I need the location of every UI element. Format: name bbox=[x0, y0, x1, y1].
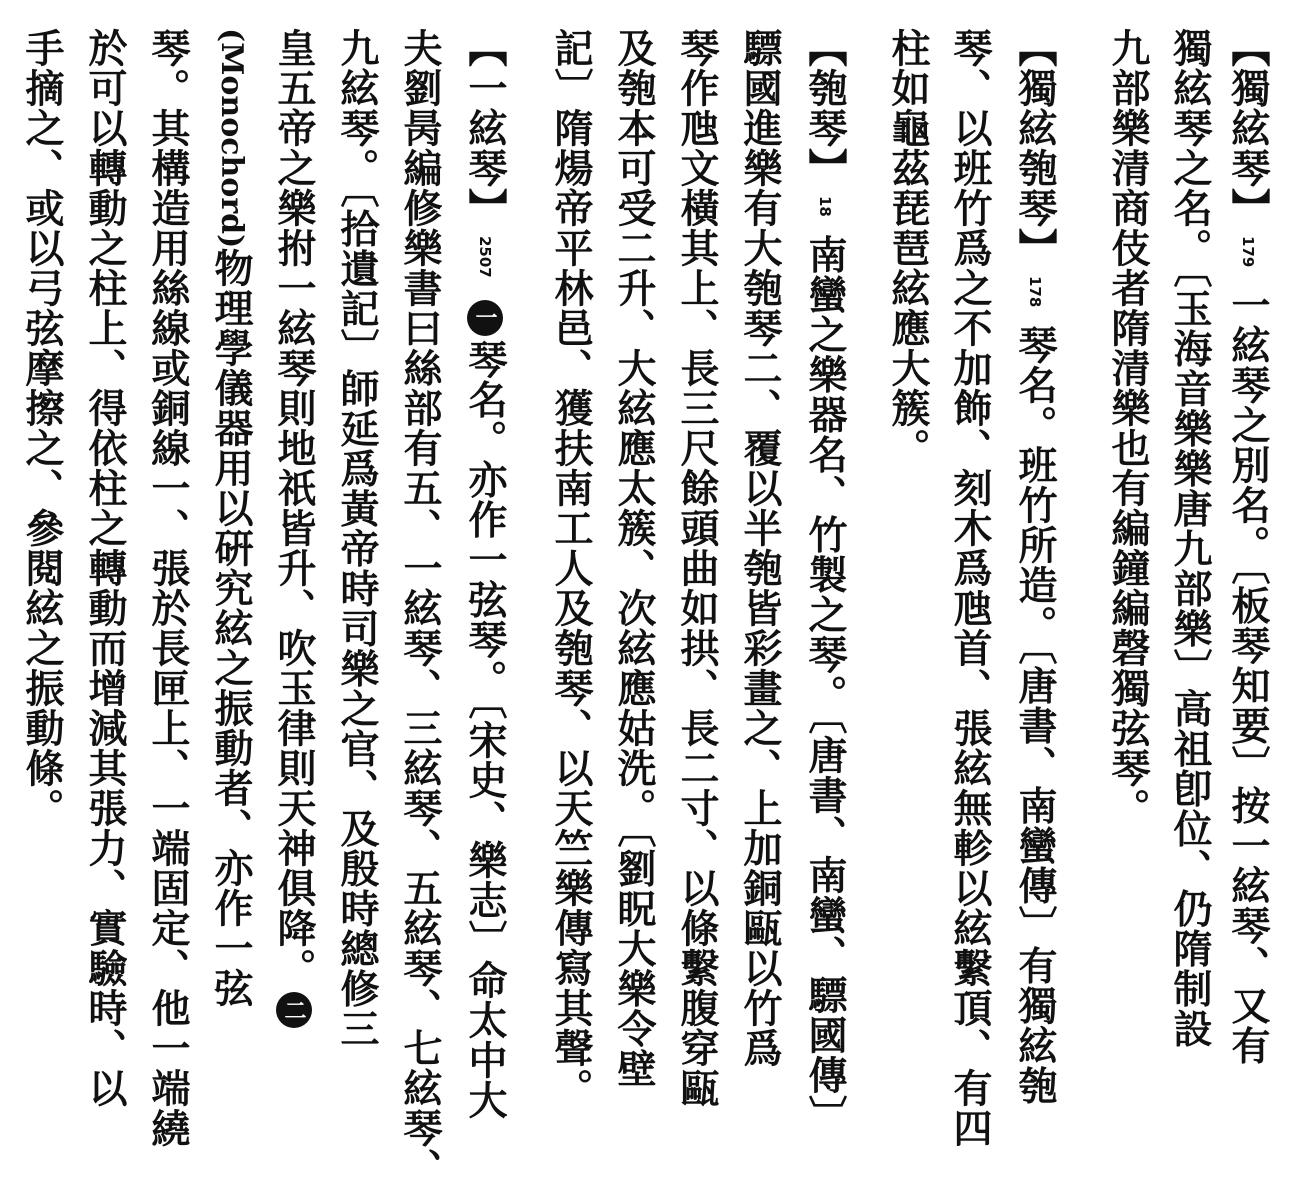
entry-text: 琴、以班竹爲之不加飾、刻木爲虺首、張絃無軫以絃繫頂、有四 bbox=[947, 28, 993, 1148]
entry-text: 琴。其構造用絲線或銅線一、張於長匣上、一端固定、他一端繞 bbox=[145, 28, 191, 1148]
entry-text: 獨絃琴之名。〔玉海音樂樂唐九部樂〕高祖卽位、仍隋制設 bbox=[1167, 28, 1213, 1049]
text-column bbox=[885, 28, 931, 468]
text-column bbox=[611, 28, 657, 1089]
entry-headword: 【獨絃匏琴】 bbox=[1012, 28, 1058, 268]
text-column bbox=[271, 28, 317, 1032]
entry-text: 驃國進樂有大匏琴二、覆以半匏皆彩畫之、上加銅甌以竹爲 bbox=[737, 28, 783, 1068]
text-column bbox=[82, 28, 128, 1108]
text-column bbox=[947, 28, 993, 1148]
text-column bbox=[145, 28, 191, 1148]
entry-text: 琴名。班竹所造。〔唐書、南蠻傳〕有獨絃匏 bbox=[1012, 325, 1058, 1106]
entry-column bbox=[1012, 28, 1058, 1106]
text-column bbox=[19, 28, 65, 828]
entry-text: 琴作虺文橫其上、長三尺餘頭曲如拱、長二寸、以條繫腹穿甌 bbox=[674, 28, 720, 1108]
text-column bbox=[737, 28, 783, 1068]
entry-number: 178 bbox=[1026, 276, 1044, 308]
entry-text: 南蠻之樂器名、竹製之琴。〔唐書、南蠻、驃國傳〕 bbox=[802, 234, 848, 1136]
entry-text: 一絃琴之別名。〔板琴知要〕按一絃琴、又有 bbox=[1225, 285, 1271, 1066]
entry-text: 九絃琴。〔拾遺記〕師延爲黃帝時司樂之官、及殷時總修三 bbox=[334, 28, 380, 1049]
text-column bbox=[397, 28, 443, 1188]
text-column bbox=[334, 28, 380, 1049]
entry-headword: 【獨絃琴】 bbox=[1225, 28, 1271, 228]
entry-text: 手摘之、或以弓弦摩擦之、參閱絃之振動條。 bbox=[19, 28, 65, 828]
entry-text: 記〕隋煬帝平林邑、獲扶南工人及匏琴、以天竺樂傳寫其聲。 bbox=[548, 28, 594, 1108]
entry-column bbox=[802, 28, 848, 1136]
entry-text: 及匏本可受二升、大絃應太簇、次絃應姑洗。〔劉眖大樂令壁 bbox=[611, 28, 657, 1089]
entry-column bbox=[1225, 28, 1271, 1066]
latin-term: (Monochord) bbox=[214, 28, 249, 249]
text-column bbox=[208, 28, 254, 1009]
sense-marker-two: 二 bbox=[276, 992, 312, 1028]
entry-column bbox=[462, 28, 508, 1121]
entry-text: 物理學儀器用以硏究絃之振動者、亦作一弦 bbox=[208, 248, 254, 1009]
entry-text: 皇五帝之樂拊一絃琴則地祇皆升、吹玉律則天神俱降。 bbox=[271, 28, 317, 988]
entry-text: 九部樂清商伎者隋清樂也有編鐘編磬獨弦琴。 bbox=[1105, 28, 1151, 828]
text-column bbox=[674, 28, 720, 1108]
text-column bbox=[548, 28, 594, 1108]
entry-number: 18 bbox=[816, 196, 834, 217]
text-column bbox=[1167, 28, 1213, 1049]
entry-text: 夫劉昺編修樂書曰絲部有五、一絃琴、三絃琴、五絃琴、七絃琴、 bbox=[397, 28, 443, 1188]
sense-marker-one: 一 bbox=[467, 300, 503, 336]
entry-headword: 【匏琴】 bbox=[802, 28, 848, 188]
entry-text: 琴名。亦作一弦琴。〔宋史、樂志〕命太中大 bbox=[462, 339, 508, 1121]
entry-text: 於可以轉動之柱上、得依柱之轉動而增減其張力、實驗時、以 bbox=[82, 28, 128, 1108]
text-column bbox=[1105, 28, 1151, 828]
entry-number: 2507 bbox=[476, 236, 494, 278]
entry-number: 179 bbox=[1239, 236, 1257, 268]
entry-text: 柱如龜茲琵琶絃應大簇。 bbox=[885, 28, 931, 468]
entry-headword: 【一絃琴】 bbox=[462, 28, 508, 228]
